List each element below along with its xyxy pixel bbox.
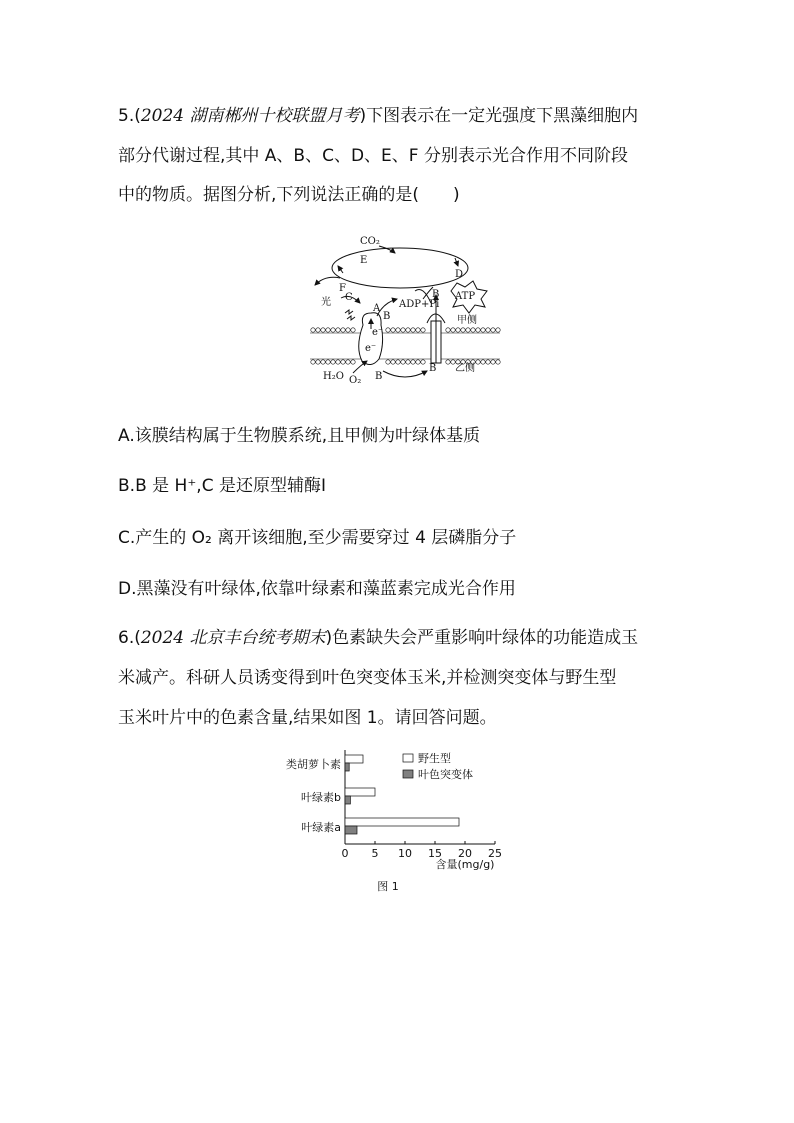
lipid-head <box>406 328 410 332</box>
lipid-head <box>496 328 500 332</box>
q6-stem-line2: 米减产。科研人员诱变得到叶色突变体玉米,并检测突变体与野生型 <box>118 668 617 688</box>
lipid-head <box>476 328 480 332</box>
label-h2o: H₂O <box>323 371 344 382</box>
category-label: 叶绿素a <box>301 821 341 834</box>
chart-caption: 图 1 <box>377 880 399 893</box>
lipid-head <box>316 360 320 364</box>
lipid-head <box>486 360 490 364</box>
label-electron-1: e⁻ <box>372 327 384 338</box>
bar-wild-type <box>345 818 459 826</box>
label-yi-side: 乙侧 <box>455 363 475 374</box>
lipid-head <box>391 360 395 364</box>
lipid-head <box>346 328 350 332</box>
lipid-head <box>351 328 355 332</box>
calvin-cycle-loop <box>332 248 468 288</box>
x-tick-label: 5 <box>371 847 379 860</box>
lipid-head <box>311 328 315 332</box>
lipid-head <box>446 328 450 332</box>
label-electron-2: e⁻ <box>365 343 377 354</box>
q5-source: 2024 湖南郴州十校联盟月考 <box>140 106 360 126</box>
label-jia-side: 甲侧 <box>457 315 477 326</box>
bar-wild-type <box>345 788 375 796</box>
q5-option-a: A.该膜结构属于生物膜系统,且甲侧为叶绿体基质 <box>118 426 481 446</box>
lipid-head <box>411 328 415 332</box>
lipid-head <box>446 360 450 364</box>
label-C: C <box>345 292 353 303</box>
lipid-head <box>481 328 485 332</box>
lipid-head <box>316 328 320 332</box>
q5-option-c: C.产生的 O₂ 离开该细胞,至少需要穿过 4 层磷脂分子 <box>118 528 517 548</box>
label-B-bottom: B <box>375 371 383 382</box>
lipid-head <box>326 328 330 332</box>
label-B-mid: B <box>383 311 391 322</box>
lipid-head <box>401 328 405 332</box>
label-co2: CO₂ <box>360 236 380 247</box>
q6-stem-line3: 玉米叶片中的色素含量,结果如图 1。请回答问题。 <box>118 708 497 728</box>
lipid-head <box>496 360 500 364</box>
label-adp-pi: ADP+Pi <box>399 299 440 310</box>
legend-label: 叶色突变体 <box>418 768 473 781</box>
lipid-head <box>416 328 420 332</box>
lipid-head <box>401 360 405 364</box>
q5-stem-line1: 5.(2024 湖南郴州十校联盟月考)下图表示在一定光强度下黑藻细胞内 <box>118 106 639 126</box>
x-tick-label: 25 <box>488 847 502 860</box>
bar-mutant <box>345 826 357 834</box>
label-o2: O₂ <box>349 375 362 386</box>
lipid-head <box>491 360 495 364</box>
label-F: F <box>339 283 346 294</box>
lipid-head <box>451 328 455 332</box>
lipid-head <box>486 328 490 332</box>
x-tick-label: 10 <box>398 847 412 860</box>
lipid-head <box>321 328 325 332</box>
category-label: 叶绿素b <box>301 791 341 804</box>
photosynthesis-membrane-diagram <box>305 233 505 393</box>
label-E: E <box>360 255 368 266</box>
x-tick-label: 0 <box>341 847 349 860</box>
lipid-head <box>336 328 340 332</box>
lipid-head <box>391 328 395 332</box>
legend-swatch <box>403 754 413 762</box>
lipid-head <box>346 360 350 364</box>
pigment-content-chart <box>270 748 530 898</box>
label-A: A <box>373 303 381 314</box>
lipid-head <box>471 328 475 332</box>
category-label: 类胡萝卜素 <box>286 758 341 771</box>
lipid-head <box>336 360 340 364</box>
x-tick-label: 15 <box>428 847 442 860</box>
x-tick-label: 20 <box>458 847 472 860</box>
lipid-head <box>341 328 345 332</box>
label-atp: ATP <box>455 291 476 302</box>
lipid-head <box>416 360 420 364</box>
lipid-head <box>386 328 390 332</box>
bar-mutant <box>345 763 349 771</box>
lipid-head <box>406 360 410 364</box>
lipid-head <box>411 360 415 364</box>
q5-stem-line2: 部分代谢过程,其中 A、B、C、D、E、F 分别表示光合作用不同阶段 <box>118 146 628 166</box>
q5-stem-line3: 中的物质。据图分析,下列说法正确的是( ) <box>118 185 460 205</box>
light-rays-icon <box>345 310 355 320</box>
lipid-head <box>351 360 355 364</box>
lipid-head <box>421 328 425 332</box>
lipid-head <box>481 360 485 364</box>
lipid-head <box>386 360 390 364</box>
lipid-head <box>326 360 330 364</box>
q6-stem-line1: 6.(2024 北京丰台统考期末)色素缺失会严重影响叶绿体的功能造成玉 <box>118 628 639 648</box>
lipid-head <box>421 360 425 364</box>
lipid-head <box>341 360 345 364</box>
label-D: D <box>455 269 464 280</box>
bar-mutant <box>345 796 350 804</box>
thylakoid-membrane <box>310 328 500 364</box>
lipid-head <box>331 328 335 332</box>
lipid-head <box>321 360 325 364</box>
lipid-head <box>396 360 400 364</box>
q5-option-b: B.B 是 H⁺,C 是还原型辅酶Ⅰ <box>118 476 326 496</box>
lipid-head <box>476 360 480 364</box>
legend-swatch <box>403 770 413 778</box>
lipid-head <box>491 328 495 332</box>
q6-source: 2024 北京丰台统考期末 <box>140 628 326 648</box>
legend-label: 野生型 <box>418 752 451 765</box>
lipid-head <box>396 328 400 332</box>
q5-option-d: D.黑藻没有叶绿体,依靠叶绿素和藻蓝素完成光合作用 <box>118 579 516 599</box>
lipid-head <box>311 360 315 364</box>
x-axis-label: 含量(mg/g) <box>435 858 495 871</box>
label-B-right: B <box>429 363 437 374</box>
lipid-head <box>461 328 465 332</box>
label-B-top: B <box>432 289 440 300</box>
lipid-head <box>456 328 460 332</box>
lipid-head <box>331 360 335 364</box>
label-light: 光 <box>321 297 331 308</box>
bar-wild-type <box>345 755 363 763</box>
lipid-head <box>466 328 470 332</box>
